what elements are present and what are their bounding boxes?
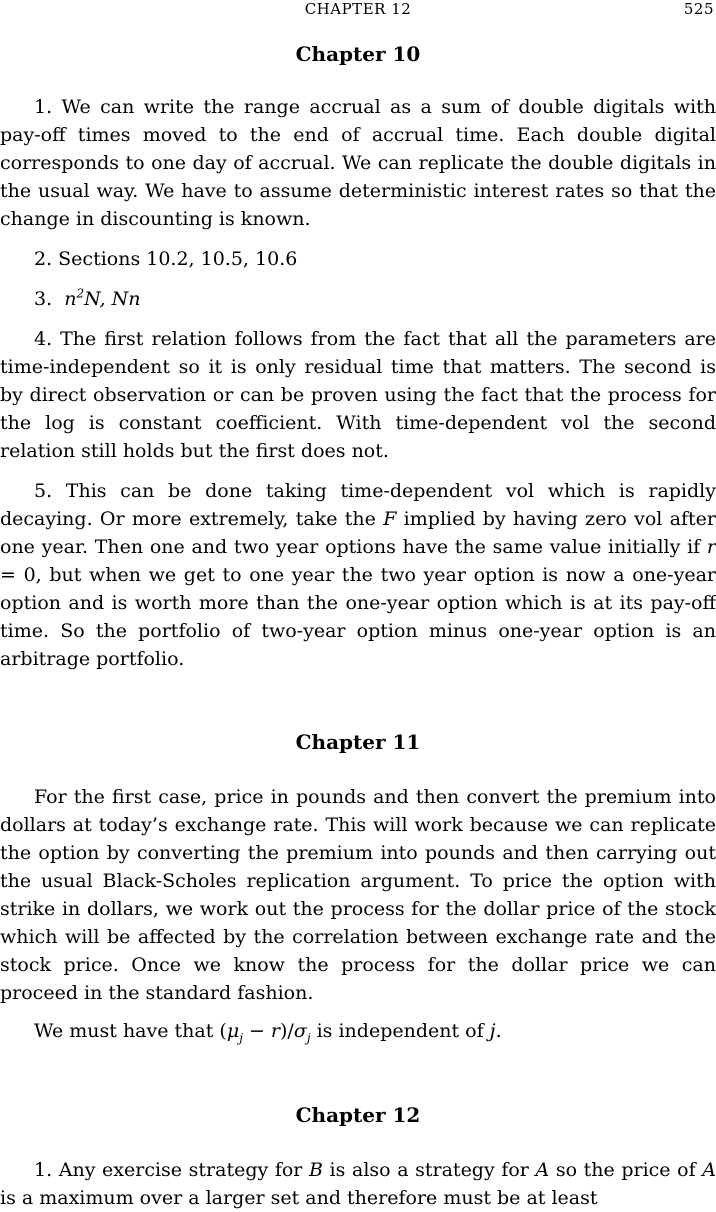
ch11-answer-2-part-a: We must have that [34,1020,220,1042]
page-number: 525 [683,0,714,18]
ch12-answer-1-part-c: so the price of [549,1159,703,1181]
ch11-answer-2-part-b: is independent of [310,1020,490,1042]
ch12-answer-1-A-symbol-2: A [702,1159,716,1181]
ch11-answer-1: For the first case, price in pounds and then convert the premium into dollars at today’s exchange rate. This will work because we can replicate the option by converting the premium into pounds and then carrying out the usual Black-Scholes replication argument. To price the option with strike in dollars, we work out the process for the dollar price of the stock which will be affected by the correlation between exchange rate and the stock price. Once we know the process for the dollar price we can proceed in the standard fashion. [0,786,716,1004]
ch10-answer-4: 4. The first relation follows from the fact that all the parameters are time-independent so it is only residual time that matters. The second is by direct observation or can be proven using the fact that the process for the log is constant coefficient. With time-dependent vol the second relation still holds but the first does not. [0,328,716,462]
ch12-answer-1-A-symbol: A [535,1159,550,1181]
chapter-11-heading: Chapter 11 [295,730,421,754]
ch11-answer-2: We must have that $(\mu_j - r)/\sigma_j$ is independent of j. [34,1020,502,1045]
ch10-answer-5: 5. This can be done taking time-dependent vol which is rapidly decaying. Or more extremely, take the F implied by having zero vol after one year. Then one and two year options have the same value initially if r = 0, but when we get to one year the two year option is now a one-year option and is worth more than the one-year option which is at its pay-off time. So the portfolio of two-year option minus one-year option is an arbitrage portfolio. [0,480,716,670]
ch10-answer-1: 1. We can write the range accrual as a sum of double digitals with pay-off times moved to the end of accrual time. Each double digital corresponds to one day of accrual. We can replicate the double digitals in the usual way. We have to assume deterministic interest rates so that the change in discounting is known. [0,96,716,230]
running-head [0,0,716,18]
ch12-answer-1-part-a: 1. Any exercise strategy for [34,1159,309,1181]
ch10-answer-5-F-symbol: F [383,508,397,530]
ch10-answer-3 [34,285,140,313]
ch10-answer-5-part-c: , but when we get to one year the two year option is now a one-year option and is worth more than the one-year option which is at its pay-off time. So the portfolio of two-year option minus one-year option is an arbitrage portfolio. [0,564,716,670]
chapter-12-heading: Chapter 12 [295,1103,421,1127]
ch10-answer-2: 2. Sections 10.2, 10.5, 10.6 [34,248,298,270]
ch10-answer-3-label: 3. [34,288,53,310]
ch10-answer-5-part-b: implied by having zero vol after one year. Then one and two year options have the same value initially if [0,508,716,558]
running-head-title: CHAPTER 12 [304,0,412,18]
chapter-10-heading: Chapter 10 [295,42,421,66]
ch10-answer-3-formula: $n^2N$, Nn [58,286,141,310]
ch12-answer-1-part-b: is also a strategy for [322,1159,536,1181]
ch11-answer-2-j-symbol: j [489,1020,496,1042]
ch12-answer-1-part-d: is a maximum over a larger set and therefore must be at least [0,1187,598,1209]
ch11-answer-2-formula: $(\mu_j - r)/\sigma_j$ [219,1020,311,1045]
ch10-answer-5-r-equation: r [706,536,716,558]
ch12-answer-1 [0,1156,716,1212]
ch10-answer-5-part-a: 5. This can be done taking time-dependent vol which is rapidly decaying. Or more extremely, take the [0,480,716,530]
ch12-answer-1-B-symbol: B [308,1159,323,1181]
